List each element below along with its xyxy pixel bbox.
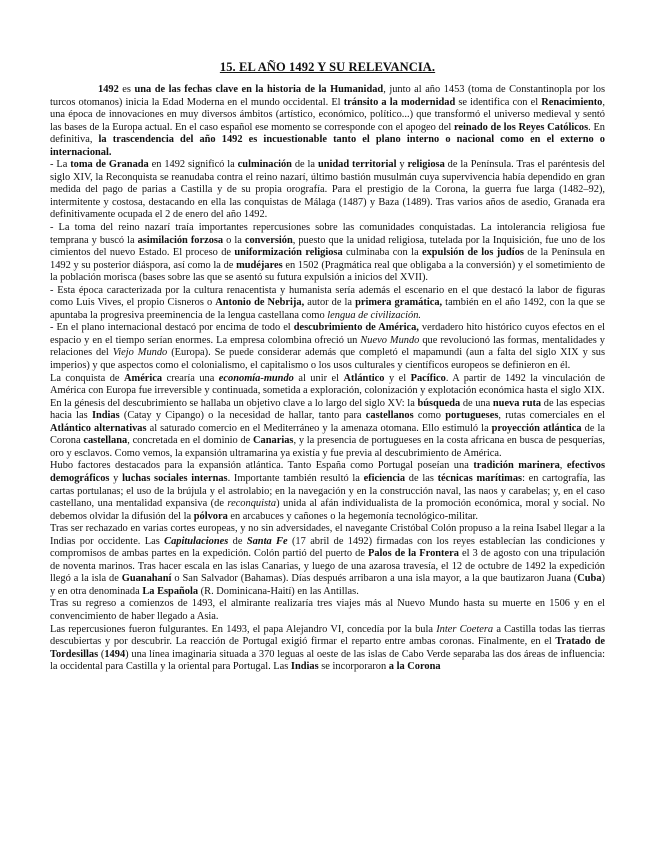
paragraph — [50, 398, 605, 461]
text-run: , puesto que la unidad religiosa, tutelada por la Inquisición, fue uno de los cimientos del nuevo Estado. El proceso de — [50, 234, 606, 259]
text-run: primera gramática, — [355, 297, 443, 309]
text-run: unidad territorial — [317, 159, 397, 171]
text-run: toma de Granada — [70, 159, 149, 171]
text-run: tránsito a la modernidad — [343, 96, 456, 108]
text-run: Indias — [290, 661, 319, 673]
text-run: eficiencia — [363, 472, 406, 484]
text-run: expulsión de los judíos — [421, 247, 524, 259]
text-run: reinado de los Reyes Católicos — [453, 121, 589, 133]
text-run: lengua de civilización. — [327, 309, 422, 321]
text-run: , rutas comerciales en el — [498, 410, 606, 422]
text-run: castellana — [83, 435, 128, 447]
text-run: efectivos demográficos — [50, 460, 605, 484]
paragraph — [50, 373, 605, 398]
text-run: La conquista de — [50, 372, 125, 384]
text-run: crearía una — [162, 372, 219, 384]
text-run: se identifica con el — [455, 96, 542, 108]
text-run: (R. Dominicana-Haití) en las Antillas. — [198, 585, 359, 597]
text-run: reconquista — [227, 498, 277, 510]
text-run: . Importante también resultó la — [227, 472, 364, 484]
text-run: (17 abril de 1492) firmadas con los reyes establecían las condiciones y compromisos de ambas partes en la expedición. Colón partió del puerto de — [50, 535, 605, 560]
text-run: en arcabuces y cañones o la hegemonía tecnológico-militar. — [227, 510, 478, 522]
text-run: Antonio de Nebrija, — [215, 297, 305, 309]
text-run: : en cartografía, las cartas portulanas; el uso de la brújula y el astrolabio; en la navegación y en la construcción naval, las naos y carabelas; y, en el caso castellano, una mentalidad expansiva (de — [50, 472, 606, 510]
text-run: 1494 — [104, 648, 126, 660]
text-run: , concretada en el dominio de — [127, 435, 254, 447]
text-run: y — [109, 472, 123, 484]
document-body — [50, 84, 605, 674]
text-run: (Catay y Cipango) o la necesidad de hallar, tanto para — [119, 410, 366, 422]
text-run: de las especias hacia las — [50, 397, 605, 422]
text-run: Santa Fe — [246, 535, 288, 547]
text-run: de la Península. Tras el paréntesis del siglo XIV, la Reconquista se reanudaba contra el reino nazarí, último bastión musulmán cuya supervivencia había dependido en gran medida del pago de parias a Castilla y de su propia orografía. Para el prestigio de la Corona, la guerra fue larga (1482–92), intermitente y costosa, destacando en ella las conquistas de Málaga (1487) y Baza (1489). Tras varios años de asedio, Granada era definitivamente ocupada el 2 de enero del año 1492. — [50, 159, 605, 221]
text-run: en 1492 significó la — [148, 159, 238, 171]
text-run: En la génesis del descubrimiento se hallaba un objetivo clave a lo largo del siglo XV: la — [50, 397, 418, 409]
text-run: el 3 de agosto con una tripulación de noventa marinos. Tras hacer escala en las islas Canarias, y luego de una azarosa travesía, el 12 de octubre de 1492 la expedición llegó a la isla de — [50, 548, 605, 585]
text-run: búsqueda — [417, 397, 461, 409]
text-run: mudéjares — [236, 259, 283, 271]
text-run: se incorporaron — [318, 661, 389, 673]
text-run: de una — [460, 397, 493, 409]
text-run: La Española — [142, 585, 199, 597]
text-run: , junto al año 1453 (toma de Constantinopla por los turcos otomanos) inicia la Edad Moderna en el mundo occidental. El — [50, 84, 605, 108]
text-run: verdadero hito histórico cuyos efectos en el espacio y en el tiempo serían enormes. La empresa colombina ofreció un — [50, 322, 605, 346]
text-run: ( — [98, 648, 105, 660]
text-run: ) unida al afán individualista de la promoción económica, moral y social. No debemos olvidar la difusión del la — [50, 498, 605, 522]
text-run: . En definitiva, — [50, 121, 605, 146]
text-run: portugueses — [445, 410, 499, 422]
text-run: . A partir de 1492 la vinculación de América con Europa fue irreversible y continuada, sometida a exploración, colonización y explotación económica hasta el siglo XIX. — [50, 372, 605, 397]
text-run: - La — [50, 159, 71, 171]
text-run: (Europa). Se puede considerar además que completó el mapamundi (aun a falta del siglo XIX y sus imperios) y que aspectos como el colonialismo, el capitalismo o los usos culturales y científicos europeos se definieron en él. — [50, 347, 605, 372]
text-run: o San Salvador (Bahamas). Días después arribaron a una isla mayor, a la que bautizaron Juana ( — [171, 573, 578, 585]
text-run: Renacimiento — [541, 96, 603, 108]
text-run: - Esta época caracterizada por la cultura renacentista y humanista sería además el escenario en el que destacó la labor de figuras como Luis Vives, el propio Cisneros o — [50, 284, 605, 309]
text-run: América — [124, 372, 163, 384]
text-run: Hubo factores destacados para la expansión atlántica. Tanto España como Portugal poseían una — [50, 460, 474, 472]
text-run: una de las fechas clave en la historia de la Humanidad — [134, 84, 384, 95]
text-run: , una época de innovaciones en muy diversos ámbitos (artístico, económico, político...) que transformó el universo medieval y sentó las bases de la Europa actual. En el caso español ese momento se corresponde con el apogeo del — [50, 96, 605, 133]
paragraph — [50, 460, 605, 523]
text-run: - La toma del reino nazarí traía importantes repercusiones sobre las comunidades conquistadas. La intolerancia religiosa fue temprana y buscó la — [50, 222, 605, 246]
text-run: Viejo Mundo — [112, 347, 168, 359]
text-run: de la Corona — [50, 422, 605, 447]
text-run: también en el año 1492, con la que se apuntaba la progresiva preeminencia de la lengua castellana como — [50, 297, 606, 321]
text-run: y el — [384, 372, 411, 384]
text-run: técnicas marítimas — [437, 472, 523, 484]
text-run: Las repercusiones fueron fulgurantes. En 1493, el papa Alejandro VI, concedía por la bula — [50, 623, 437, 635]
text-run: tradición marinera — [473, 460, 560, 472]
text-run: al saturado comercio en el Mediterráneo y la amenaza otomana. Ello estimuló la — [146, 422, 492, 434]
text-run: ) una línea imaginaria situada a 370 leguas al oeste de las islas de Cabo Verde separaba las dos áreas de influencia: la occidental para Castilla y la oriental para Portugal. Las — [50, 648, 605, 673]
text-run: ) y en otra denominada — [50, 573, 605, 597]
paragraph — [50, 598, 605, 623]
text-run: culminaba con la — [342, 247, 422, 259]
text-run: Atlántico alternativas — [50, 422, 147, 434]
text-run: al unir el — [293, 372, 344, 384]
text-run: uniformización religiosa — [234, 247, 343, 259]
paragraph — [50, 624, 605, 674]
text-run: de la — [291, 159, 318, 171]
paragraph — [50, 322, 605, 372]
text-run: de las — [405, 472, 438, 484]
text-run: culminación — [237, 159, 292, 171]
text-run: la trascendencia del año 1492 es incuestionable tanto el plano interno o nacional como en el externo o internacional. — [50, 134, 605, 158]
text-run: 1492 — [98, 84, 119, 95]
text-run: Pacífico — [410, 372, 446, 384]
text-run: nueva ruta — [492, 397, 542, 409]
text-run: es — [118, 84, 135, 95]
text-run: descubrimiento de América, — [293, 322, 419, 334]
text-run: asimilación forzosa — [137, 234, 224, 246]
text-run: Guanahaní — [121, 573, 172, 585]
text-run: a la Corona — [388, 661, 441, 673]
text-run: , — [559, 460, 567, 472]
text-run: o la — [223, 234, 245, 246]
text-run: autor de la — [304, 297, 356, 309]
text-run: de — [228, 535, 247, 547]
text-run: en 1502 (Pragmática real que obligaba a la conversión) y el sometimiento de la población morisca (bases sobre las que se asentó su futura expulsión a inicios del XVII). — [50, 259, 605, 284]
text-run: Cuba — [577, 573, 602, 585]
text-run: proyección atlántica — [491, 422, 582, 434]
text-run: castellanos — [365, 410, 414, 422]
text-run: pólvora — [193, 510, 228, 522]
text-run: que revolucionó las formas, mentalidades y relaciones del — [50, 334, 605, 359]
paragraph — [50, 159, 605, 222]
paragraph — [50, 523, 605, 598]
text-run: de la Península en 1492 y su posterior diáspora, así como la de — [50, 247, 605, 271]
text-run: economía-mundo — [218, 372, 294, 384]
text-run: conversión — [244, 234, 293, 246]
text-run: Canarias — [253, 435, 294, 447]
text-run: Atlántico — [343, 372, 385, 384]
text-run: Tras su regreso a comienzos de 1493, el almirante realizaría tres viajes más al Nuevo Mundo hasta su muerte en 1506 y en el convencimiento de haber llegado a Asia. — [50, 598, 605, 622]
text-run: religiosa — [407, 159, 445, 171]
paragraph — [50, 84, 605, 159]
text-run: a Castilla todas las tierras descubiertas y por descubrir. La reacción de Portugal exigió firmar el reparto entre ambas coronas. Finalmente, en el — [50, 623, 605, 648]
text-run: Inter Coetera — [436, 623, 494, 635]
text-run: Tras ser rechazado en varias cortes europeas, y no sin adversidades, el navegante Cristóbal Colón propuso a la reina Isabel llegar a la Indias por occidente. Las — [50, 523, 605, 547]
text-run: Capitulaciones — [164, 535, 229, 547]
text-run: Nuevo Mundo — [360, 334, 420, 346]
paragraph — [50, 285, 605, 323]
text-run: Palos de la Frontera — [368, 548, 459, 560]
text-run: Indias — [91, 410, 120, 422]
text-run: Tratado de Tordesillas — [50, 636, 605, 660]
text-run: como — [413, 410, 446, 422]
document-title: 15. EL AÑO 1492 Y SU RELEVANCIA. — [219, 60, 436, 74]
paragraph — [50, 222, 605, 285]
text-run: y — [396, 159, 408, 171]
text-run: , y la presencia de portugueses en la costa africana en busca de pesquerías, oro y esclavos. Como vemos, la expansión ultramarina ya existía y fue previa al descubrimiento de América. — [50, 435, 605, 459]
text-run: luchas sociales internas — [122, 472, 228, 484]
text-run: - En el plano internacional destacó por encima de todo el — [50, 322, 294, 334]
